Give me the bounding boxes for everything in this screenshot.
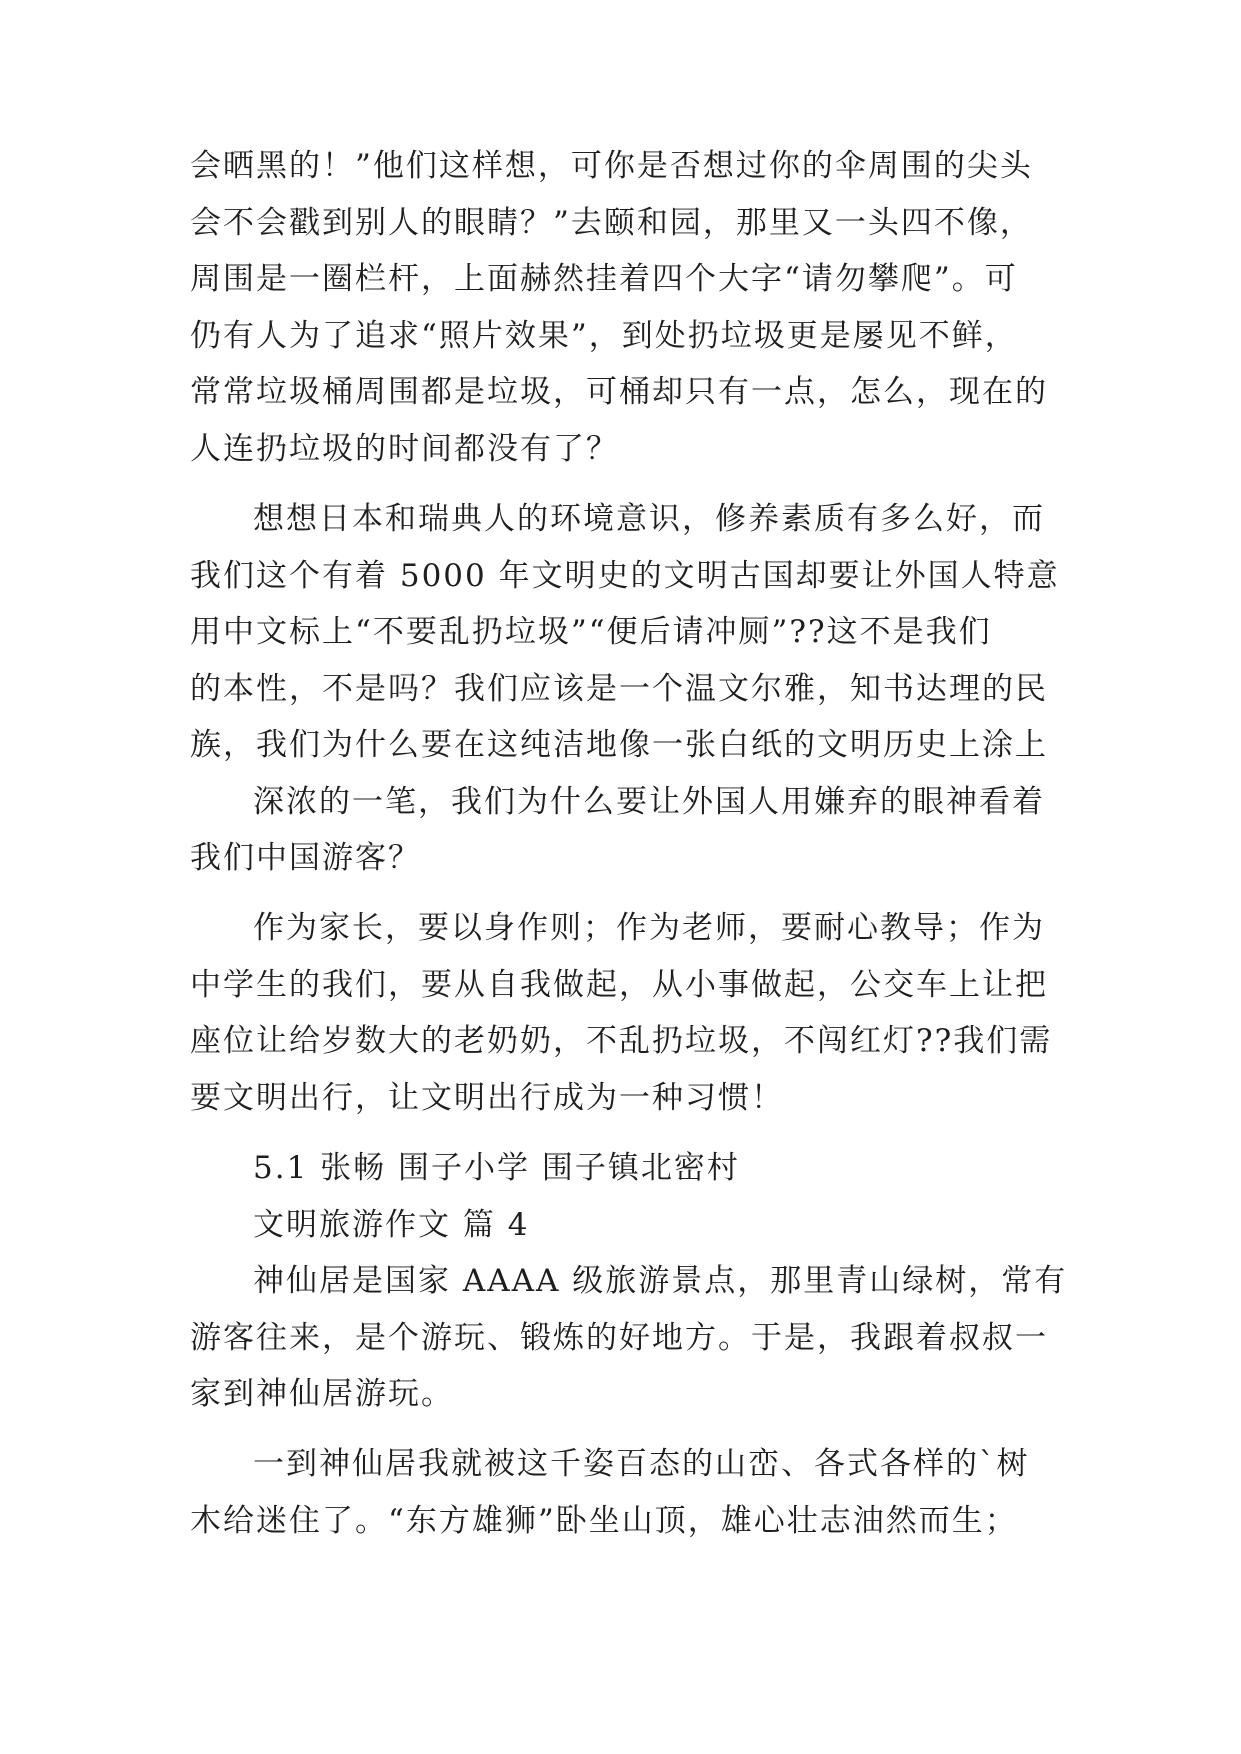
text-line: 要文明出行，让文明出行成为一种习惯！ [190, 1080, 784, 1116]
text-line: 人连扔垃圾的时间都没有了？ [190, 431, 619, 467]
paragraph-start: 深浓的一笔，我们为什么要让外国人用嫌弃的眼神看着 [253, 784, 1045, 820]
author-line: 5.1 张畅 围子小学 围子镇北密村 [253, 1150, 740, 1186]
text-line: 仍有人为了追求“照片效果”，到处扔垃圾更是屡见不鲜， [190, 318, 1018, 354]
paragraph-start: 想想日本和瑞典人的环境意识，修养素质有多么好，而 [253, 501, 1045, 537]
paragraph-start: 神仙居是国家 AAAA 级旅游景点，那里青山绿树，常有 [253, 1263, 1068, 1299]
text-line: 族，我们为什么要在这纯洁地像一张白纸的文明历史上涂上 [190, 727, 1048, 763]
paragraph-start: 一到神仙居我就被这千姿百态的山峦、各式各样的`树 [253, 1446, 1030, 1482]
text-line: 木给迷住了。“东方雄狮”卧坐山顶，雄心壮志油然而生； [190, 1503, 1018, 1539]
text-line: 常常垃圾桶周围都是垃圾，可桶却只有一点，怎么，现在的 [190, 374, 1048, 410]
text-line: 周围是一圈栏杆，上面赫然挂着四个大字“请勿攀爬”。可 [190, 261, 1018, 297]
paragraph-start: 作为家长，要以身作则；作为老师，要耐心教导；作为 [253, 910, 1045, 946]
text-line: 我们中国游客？ [190, 840, 421, 876]
section-heading: 文明旅游作文 篇 4 [253, 1207, 530, 1243]
text-line: 座位让给岁数大的老奶奶，不乱扔垃圾，不闯红灯??我们需 [190, 1023, 1053, 1059]
text-line: 的本性，不是吗？我们应该是一个温文尔雅，知书达理的民 [190, 671, 1048, 707]
text-line: 游客往来，是个游玩、锻炼的好地方。于是，我跟着叔叔一 [190, 1320, 1048, 1356]
text-line: 会晒黑的！”他们这样想，可你是否想过你的伞周围的尖头 [190, 148, 1033, 184]
text-line: 会不会戳到别人的眼睛？”去颐和园，那里又一头四不像， [190, 205, 1033, 241]
text-line: 家到神仙居游玩。 [190, 1376, 454, 1412]
text-line: 用中文标上“不要乱扔垃圾”“便后请冲厕”??这不是我们 [190, 614, 992, 650]
text-line: 我们这个有着 5000 年文明史的文明古国却要让外国人特意 [190, 558, 1060, 594]
text-line: 中学生的我们，要从自我做起，从小事做起，公交车上让把 [190, 967, 1048, 1003]
